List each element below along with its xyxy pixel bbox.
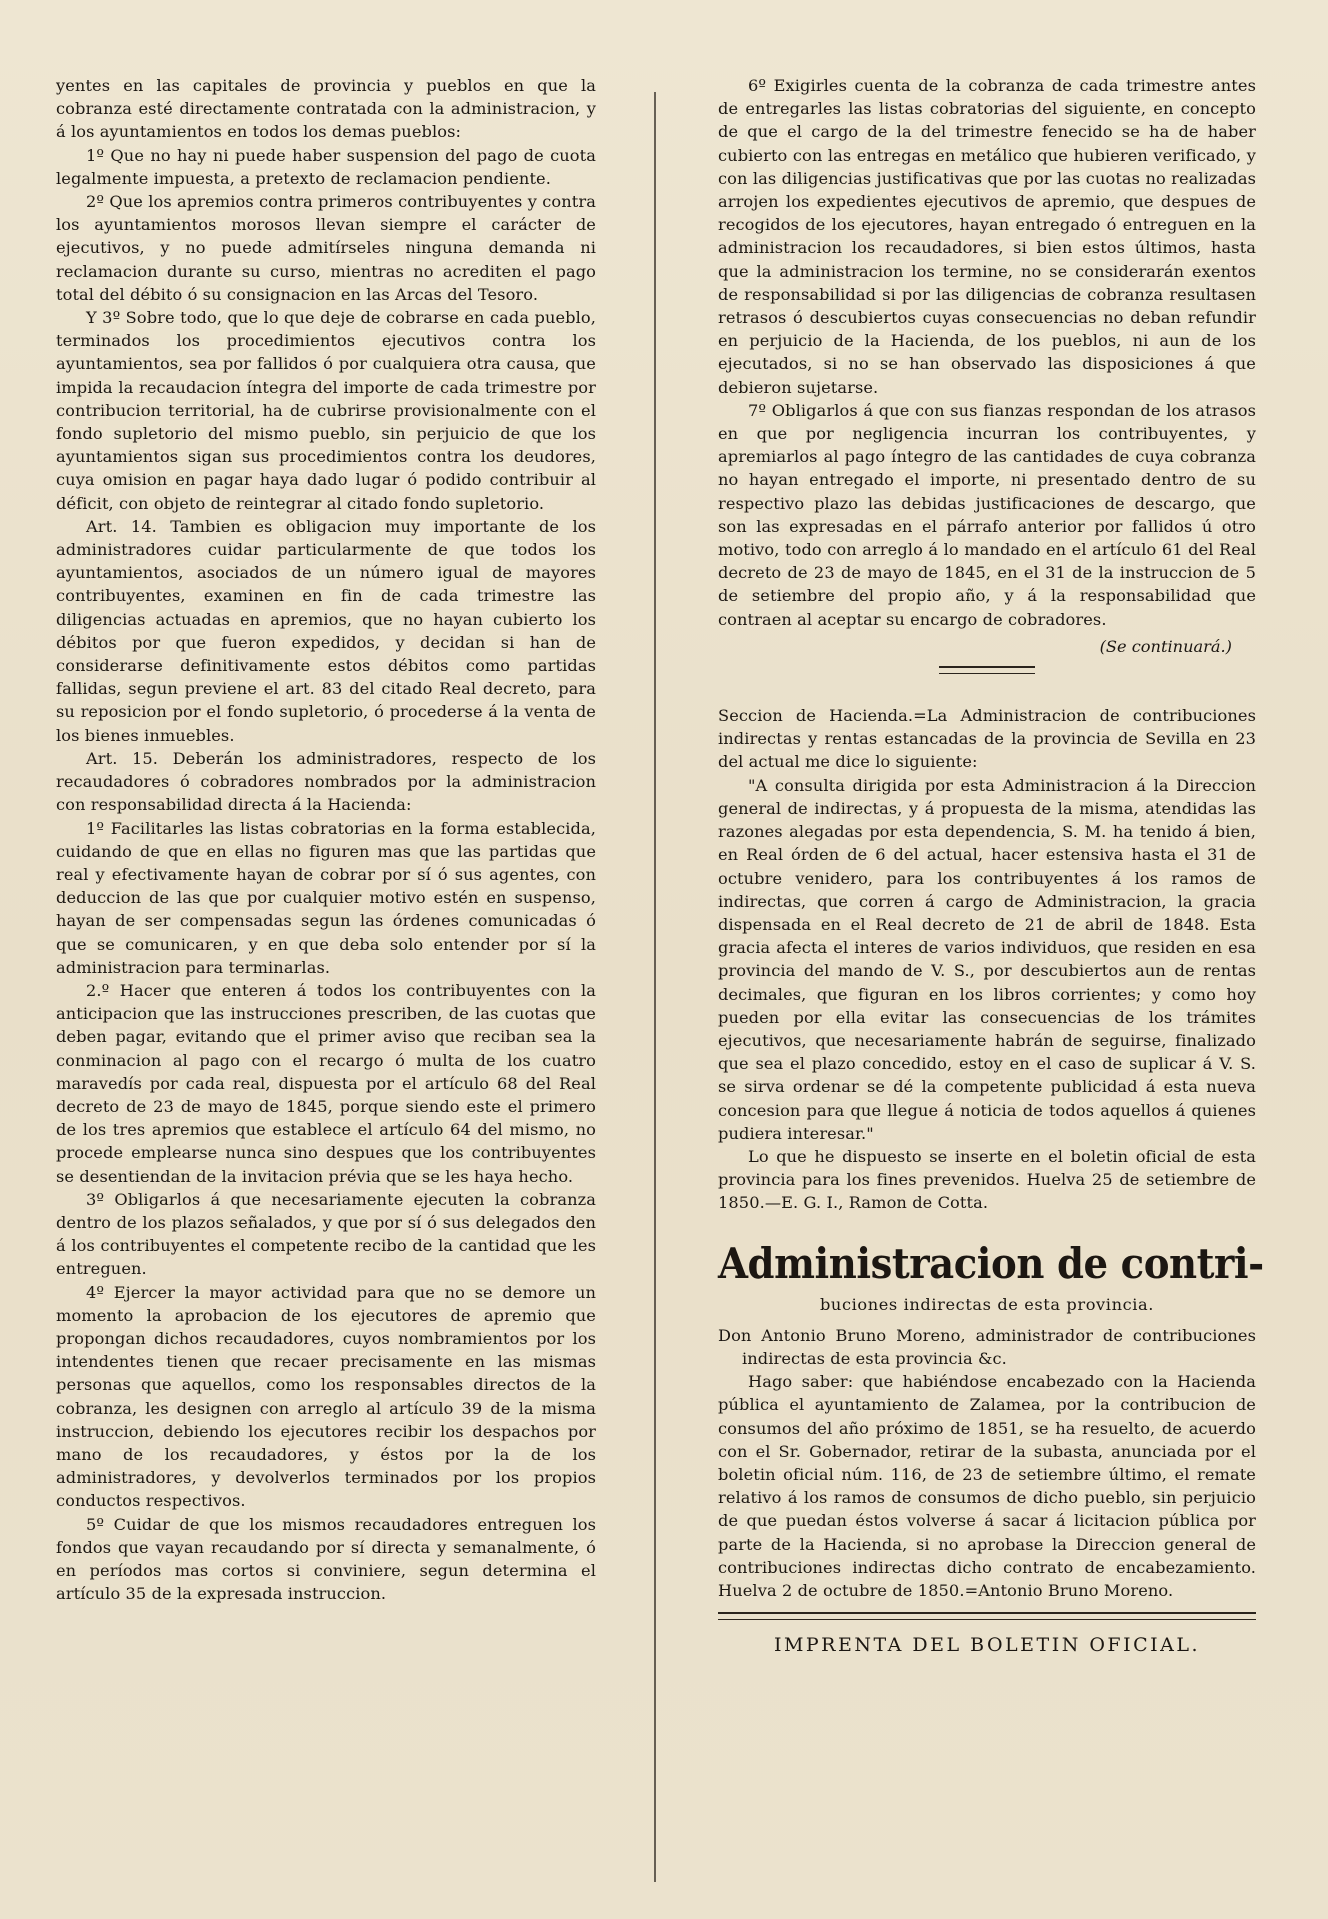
hacienda-paragraph: Lo que he dispuesto se inserte en el boletin oficial de esta provincia para los fines prevenidos. Huelva 25 de setiembre de 1850.—E. G. I., Ramon de Cotta.: [718, 1146, 1256, 1213]
right-column-paragraph: 7º Obligarlos á que con sus fianzas respondan de los atrasos en que por negligencia incurran los contribuyentes, y apremiarlos al pago íntegro de las cantidades de cuya cobranza no hayan entregado el importe, ni presentado dentro de su respectivo plazo las debidas justificaciones de descargo, que son las expresadas en el párrafo anterior por fallidos ú otro motivo, todo con arreglo á lo mandado en el artículo 61 del Real decreto de 23 de mayo de 1845, en el 31 de la instruccion de 5 de setiembre del propio año, y á la responsabilidad que contraen al aceptar su encargo de cobradores.: [718, 400, 1256, 629]
left-column-paragraph: 5º Cuidar de que los mismos recaudadores entreguen los fondos que vayan recaudando por sí directa y semanalmente, ó en períodos mas cortos si conviniere, segun determina el artículo 35 de la expresada instruccion.: [56, 1514, 596, 1604]
administracion-subheading: buciones indirectas de esta provincia.: [819, 1294, 1155, 1314]
left-column-paragraph: Art. 15. Deberán los administradores, respecto de los recaudadores ó cobradores nombrados por la administracion con responsabilidad directa á la Hacienda:: [56, 748, 596, 815]
footer-rule: [718, 1612, 1256, 1620]
column-divider: [654, 92, 656, 1882]
left-column-paragraph: yentes en las capitales de provincia y pueblos en que la cobranza esté directamente contratada con la administracion, y á los ayuntamientos en todos los demas pueblos:: [56, 76, 596, 142]
hago-saber-paragraph: Hago saber: que habiéndose encabezado con la Hacienda pública el ayuntamiento de Zalamea, por la contribucion de consumos del año próximo de 1851, se ha resuelto, de acuerdo con el Sr. Gobernador, retirar de la subasta, anunciada por el boletin oficial núm. 116, de 23 de setiembre último, el remate relativo á los ramos de consumos de dicho pueblo, sin perjuicio de que puedan éstos volverse á sacar á licitacion pública por parte de la Hacienda, si no aprobase la Direccion general de contribuciones indirectas dicho contrato de encabezamiento. Huelva 2 de octubre de 1850.=Antonio Bruno Moreno.: [718, 1372, 1256, 1600]
administracion-heading: Administracion de contri-: [718, 1238, 1264, 1288]
left-column-paragraph: 4º Ejercer la mayor actividad para que no se demore un momento la aprobacion de los ejecutores de apremio que propongan dichos recaudadores, cuyos nombramientos por los intendentes tienen que recaer precisamente en las mismas personas que aquellos, como los responsables directos de la cobranza, les designen con arreglo al artículo 39 de la misma instruccion, debiendo los ejecutores recibir los despachos por mano de los recaudadores, y éstos por la de los administradores, y devolverlos terminados por los propios conductos respectivos.: [56, 1282, 596, 1511]
right-column: [718, 74, 1264, 1660]
left-column-paragraph: Art. 14. Tambien es obligacion muy importante de los administradores cuidar particularmente de que todos los ayuntamientos, asociados de un número igual de mayores contribuyentes, examinen en fin de cada trimestre las diligencias actuadas en apremios, que no hayan cubierto los débitos por que fueron expedidos, y decidan si han de considerarse definitivamente estos débitos como partidas fallidas, segun previene el art. 83 del citado Real decreto, para su reposicion por el fondo supletorio, ó procederse á la venta de los bienes inmuebles.: [56, 516, 596, 745]
right-column-articles: [718, 74, 1256, 631]
printer-imprint: IMPRENTA DEL BOLETIN OFICIAL.: [773, 1634, 1201, 1657]
left-column-paragraph: 2º Que los apremios contra primeros contribuyentes y contra los ayuntamientos morosos llevan siempre el carácter de ejecutivos, y no puede admitírseles ninguna demanda ni reclamacion durante su curso, mientras no acrediten el pago total del débito ó su consignacion en las Arcas del Tesoro.: [56, 192, 596, 304]
left-column-paragraph: Y 3º Sobre todo, que lo que deje de cobrarse en cada pueblo, terminados los procedimientos ejecutivos contra los ayuntamientos, sea por fallidos ó por cualquiera otra causa, que impida la recaudacion íntegra del importe de cada trimestre por contribucion territorial, ha de cubrirse provisionalmente con el fondo supletorio del mismo pueblo, sin perjuicio de que los ayuntamientos sigan sus procedimientos contra los deudores, cuya omision en pagar haya dado lugar ó podido contribuir al déficit, con objeto de reintegrar al citado fondo supletorio.: [56, 308, 596, 513]
left-column: [56, 74, 596, 1605]
right-column-paragraph: 6º Exigirles cuenta de la cobranza de cada trimestre antes de entregarles las listas cobratorias del siguiente, en concepto de que el cargo de la del trimestre fenecido se ha de haber cubierto con las entregas en metálico que hubieren verificado, y con las diligencias justificativas que por las cuotas no realizadas arrojen los expedientes ejecutivos de apremio, que despues de recogidos de los ejecutores, hayan entregado ó entreguen en la administracion los recaudadores, si bien estos últimos, hasta que la administracion los termine, no se considerarán exentos de responsabilidad si por las diligencias de cobranza resultasen retrasos ó descubiertos cuyas consecuencias no deban refundir en perjuicio de la Hacienda, de los pueblos, ni aun de los ejecutados, si no se han observado las disposiciones á que debieron sujetarse.: [718, 76, 1256, 397]
hacienda-paragraph: "A consulta dirigida por esta Administracion á la Direccion general de indirectas, y á propuesta de la misma, atendidas las razones alegadas por esta dependencia, S. M. ha tenido á bien, en Real órden de 6 del actual, hacer estensiva hasta el 31 de octubre venidero, para los contribuyentes á los ramos de indirectas, que corren á cargo de Administracion, la gracia dispensada en el Real decreto de 21 de abril de 1848. Esta gracia afecta el interes de varios individuos, que residen en esa provincia del mando de V. S., por descubiertos aun de rentas decimales, que figuran en los libros corrientes; y como hoy pueden por ella evitar las consecuencias de los trámites ejecutivos, que necesariamente habrán de seguirse, finalizado que sea el plazo concedido, estoy en el caso de suplicar á V. S. se sirva ordenar se dé la competente publicidad á esta nueva concesion para que llegue á noticia de todos aquellos á quienes pudiera interesar.": [718, 775, 1256, 1143]
left-column-paragraph: 1º Facilitarles las listas cobratorias en la forma establecida, cuidando de que en ellas no figuren mas que las partidas que real y efectivamente hayan de cobrar por sí ó sus agentes, con deduccion de las que por cualquier motivo estén en suspenso, hayan de ser compensadas segun las órdenes comunicadas ó que se comunicaren, y en que deba solo entender por sí la administracion para terminarlas.: [56, 818, 596, 977]
hacienda-section: [718, 704, 1256, 1214]
left-column-paragraph: 2.º Hacer que enteren á todos los contribuyentes con la anticipacion que las instrucciones prescriben, de las cuotas que deben pagar, evitando que el primer aviso que reciban sea la conminacion al pago con el recargo ó multa de los cuatro maravedís por cada real, dispuesta por el artículo 68 del Real decreto de 23 de mayo de 1845, porque siendo este el primero de los tres apremios que establece el artículo 64 del mismo, no procede emplearse nunca sino despues que los contribuyentes se desentiendan de la invitacion prévia que se les haya hecho.: [56, 980, 596, 1186]
administrador-line: Don Antonio Bruno Moreno, administrador de contribuciones indirectas de esta provincia &c.: [718, 1325, 1256, 1368]
left-column-paragraph: 1º Que no hay ni puede haber suspension del pago de cuota legalmente impuesta, a pretexto de reclamacion pendiente.: [56, 145, 596, 188]
to-be-continued-note: (Se continuará.): [1099, 636, 1232, 656]
section-separator: [939, 666, 1035, 674]
left-column-paragraph: 3º Obligarlos á que necesariamente ejecuten la cobranza dentro de los plazos señalados, y que por sí ó sus delegados den á los contribuyentes el competente recibo de la cantidad que les entreguen.: [56, 1189, 596, 1279]
hacienda-paragraph: Seccion de Hacienda.=La Administracion de contribuciones indirectas y rentas estancadas de la provincia de Sevilla en 23 del actual me dice lo siguiente:: [718, 706, 1256, 772]
